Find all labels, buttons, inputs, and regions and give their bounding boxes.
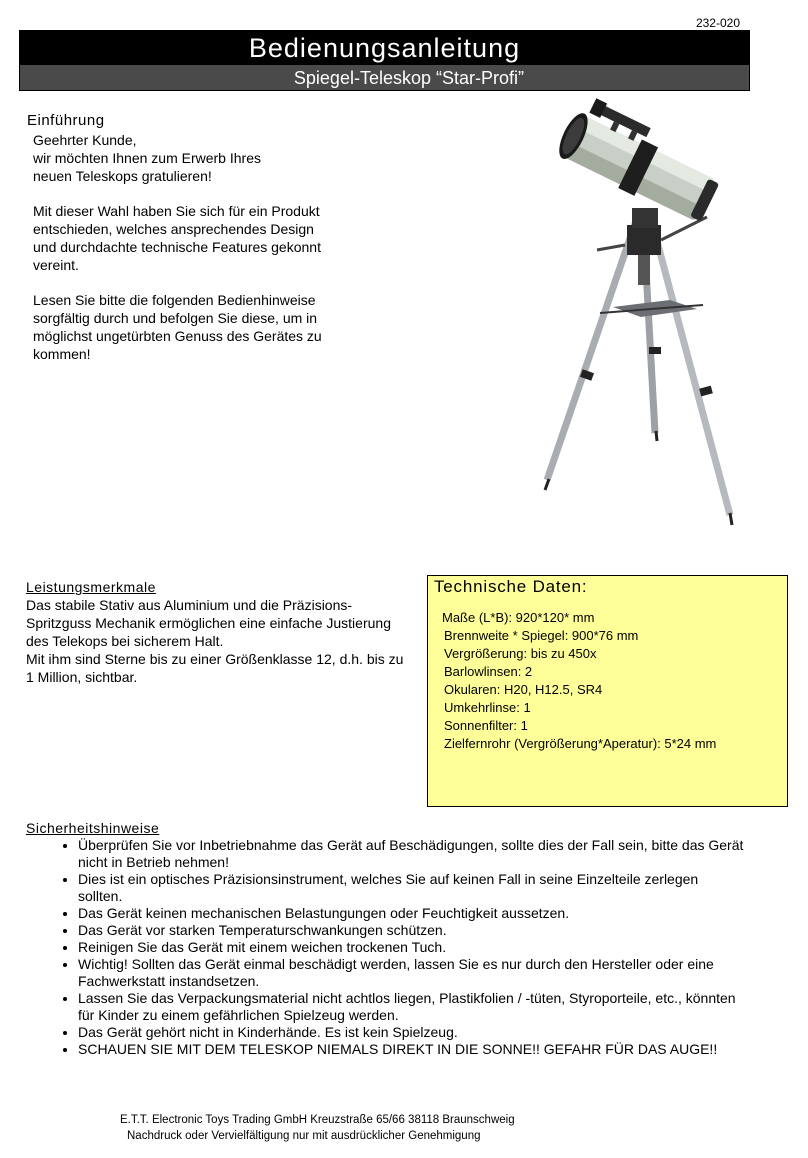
intro-paragraph-2: Mit dieser Wahl haben Sie sich für ein Produkt entschieden, welches ansprechendes Design und durchdachte technische Features gekonnt vereint. [33,203,321,273]
footer-company: E.T.T. Electronic Toys Trading GmbH Kreuzstraße 65/66 38118 Braunschweig [120,1114,515,1126]
spec-item: Vergrößerung: bis zu 450x [444,646,597,661]
spec-item: Umkehrlinse: 1 [444,700,531,715]
page-subtitle: Spiegel-Teleskop “Star-Profi” [19,64,750,91]
safety-item: • SCHAUEN SIE MIT DEM TELESKOP NIEMALS DIREKT IN DIE SONNE!! GEFAHR FÜR DAS AUGE!! [78,1041,746,1058]
footer [120,1112,515,1144]
intro-paragraph-1: Geehrter Kunde, wir möchten Ihnen zum Erwerb Ihres neuen Teleskops gratulieren! [33,132,261,184]
safety-item: • Reinigen Sie das Gerät mit einem weichen trockenen Tuch. [78,939,746,956]
safety-item: • Wichtig! Sollten das Gerät einmal beschädigt werden, lassen Sie es nur durch den Hersteller oder eine Fachwerkstatt instandsetzen. [78,956,746,990]
safety-section [26,820,746,1058]
page-title: Bedienungsanleitung [19,30,750,64]
spec-item: Zielfernrohr (Vergrößerung*Aperatur): 5*24 mm [444,736,717,751]
document-number: 232-020 [695,16,740,30]
features-text: Das stabile Stativ aus Aluminium und die Präzisions- Spritzguss Mechanik ermöglichen eine einfache Justierung des Telekops bei sicherem Halt. Mit ihm sind Sterne bis zu einer Größenklasse 12, d.h. bis zu 1 Million, sichtbar. [26,597,404,685]
intro-heading: Einführung [27,112,105,129]
spec-item: Barlowlinsen: 2 [444,664,533,679]
features-heading: Leistungsmerkmale [26,579,156,595]
safety-heading: Sicherheitshinweise [26,820,160,836]
spec-item: Brennweite * Spiegel: 900*76 mm [444,628,639,643]
footer-notice: Nachdruck oder Vervielfältigung nur mit ausdrücklicher Genehmigung [127,1130,481,1142]
telescope-image [535,95,785,535]
spec-item: Sonnenfilter: 1 [444,718,528,733]
safety-item: • Das Gerät vor starken Temperaturschwankungen schützen. [78,922,746,939]
safety-item: • Das Gerät gehört nicht in Kinderhände. Es ist kein Spielzeug. [78,1024,746,1041]
spec-item: Maße (L*B): 920*120* mm [442,610,595,625]
telescope-drawing [545,95,732,525]
technical-data-box [427,575,788,807]
intro-section [27,112,347,380]
safety-list [26,837,746,1058]
spec-item: Okularen: H20, H12.5, SR4 [444,682,603,697]
safety-item: • Lassen Sie das Verpackungsmaterial nicht achtlos liegen, Plastikfolien / -tüten, Styroporteile, etc., könnten für Kinder zu einem gefährlichen Spielzeug werden. [78,990,746,1024]
specs-heading: Technische Daten: [434,577,588,596]
intro-paragraph-3: Lesen Sie bitte die folgenden Bedienhinweise sorgfältig durch und befolgen Sie diese, um in möglichst ungetürbten Genuss des Gerätes zu kommen! [33,292,322,362]
safety-item: • Überprüfen Sie vor Inbetriebnahme das Gerät auf Beschädigungen, sollte dies der Fall sein, bitte das Gerät nicht in Betrieb nehmen! [78,837,746,871]
safety-item: • Dies ist ein optisches Präzisionsinstrument, welches Sie auf keinen Fall in seine Einzelteile zerlegen sollten. [78,871,746,905]
features-section [26,578,416,686]
safety-item: • Das Gerät keinen mechanischen Belastungungen oder Feuchtigkeit aussetzen. [78,905,746,922]
specs-list [442,609,787,753]
